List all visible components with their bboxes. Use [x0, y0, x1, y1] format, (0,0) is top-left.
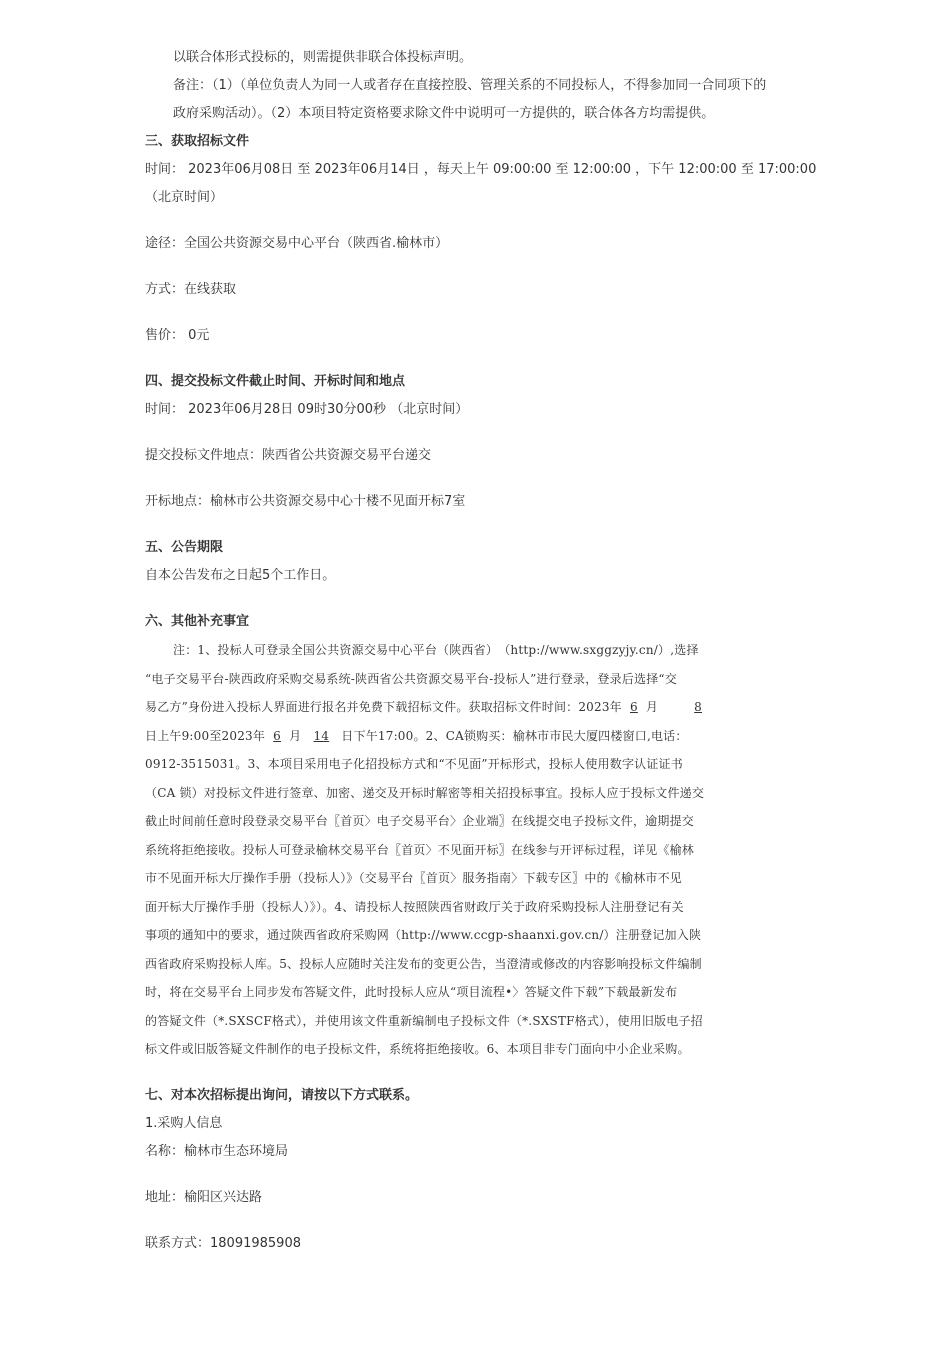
section-6-heading: 六、其他补充事宜 — [145, 614, 250, 629]
obtain-price: 售价： 0元 — [145, 328, 210, 343]
opening-place: 开标地点：榆林市公共资源交易中心十楼不见面开标7室 — [145, 494, 466, 509]
note-line: 截止时间前任意时段登录交易平台〖首页〉电子交易平台〉企业端〗在线提交电子投标文件，逾期提交 — [145, 814, 695, 828]
remark-line-2: 政府采购活动）。（2）本项目特定资格要求除文件中说明可一方提供的，联合体各方均需提供。 — [173, 106, 715, 121]
purchaser-name: 名称：榆林市生态环境局 — [145, 1143, 289, 1159]
note-line — [145, 722, 815, 751]
joint-bid-statement: 以联合体形式投标的，则需提供非联合体投标声明。 — [173, 50, 473, 65]
submit-place: 提交投标文件地点：陕西省公共资源交易平台递交 — [145, 448, 432, 463]
note-line — [145, 693, 815, 722]
obtain-method: 方式：在线获取 — [145, 282, 237, 297]
note-text: 日下午17:00。2、CA锁购买：榆林市市民大厦四楼窗口,电话： — [341, 728, 688, 743]
month-blank: 6 — [273, 728, 282, 743]
note-line: 0912-3515031。3、本项目采用电子化招投标方式和“不见面”开标形式，投标人使用数字认证证书 — [145, 757, 683, 771]
obtain-route: 途径：全国公共资源交易中心平台（陕西省.榆林市） — [145, 236, 449, 251]
section-3-heading: 三、获取招标文件 — [145, 134, 250, 149]
note-line: 西省政府采购投标人库。5、投标人应随时关注发布的变更公告，当澄清或修改的内容影响投标文件编制 — [145, 956, 702, 971]
notice-period: 自本公告发布之日起5个工作日。 — [145, 568, 336, 583]
note-line: 注：1、投标人可登录全国公共资源交易中心平台（陕西省） （http://www.sxggzyjy.cn/）,选择 — [173, 643, 699, 657]
section-4-heading: 四、提交投标文件截止时间、开标时间和地点 — [145, 374, 406, 389]
note-line: “电子交易平台-陕西政府采购交易系统-陕西省公共资源交易平台-投标人”进行登录，登录后选择“交 — [145, 671, 677, 686]
purchaser-contact: 联系方式：18091985908 — [145, 1235, 301, 1251]
note-text: 月 — [289, 728, 302, 743]
note-line: （CA 锁）对投标文件进行签章、加密、递交及开标时解密等相关招投标事宜。投标人应于投标文件递交 — [145, 785, 705, 800]
obtain-time-line-1: 时间： 2023年06月08日 至 2023年06月14日 ，每天上午 09:00:00 至 12:00:00 ，下午 12:00:00 至 17:00:00 — [145, 162, 817, 177]
remark-line-1: 备注：（1）（单位负责人为同一人或者存在直接控股、管理关系的不同投标人，不得参加同一合同项下的 — [173, 78, 767, 93]
month-blank: 6 — [629, 700, 638, 714]
purchaser-info-title: 1.采购人信息 — [145, 1115, 223, 1131]
note-line: 面开标大厅操作手册（投标人）》）。4、请投标人按照陕西省财政厅关于政府采购投标人注册登记有关 — [145, 899, 684, 914]
note-line: 市不见面开标大厅操作手册（投标人）》（交易平台〖首页〉服务指南〉下载专区〗中的《榆林市不见 — [145, 871, 683, 885]
document-page — [145, 44, 815, 1258]
day-blank: 14 — [313, 728, 330, 743]
note-line: 事项的通知中的要求，通过陕西省政府采购网（http://www.ccgp-shaanxi.gov.cn/）注册登记加入陕 — [145, 928, 702, 942]
section-7-heading: 七、对本次招标提出询问，请按以下方式联系。 — [145, 1087, 419, 1103]
note-text: 月 — [645, 700, 659, 714]
note-text: 日上午9:00至2023年 — [145, 728, 266, 743]
day-blank: 8 — [694, 700, 703, 714]
note-line: 时，将在交易平台上同步发布答疑文件，此时投标人应从“项目流程•〉答疑文件下载”下载最新发布 — [145, 985, 678, 999]
deadline-time: 时间： 2023年06月28日 09时30分00秒 （北京时间） — [145, 402, 469, 417]
note-text: 易乙方”身份进入投标人界面进行报名并免费下载招标文件。获取招标文件时间：2023年 — [145, 700, 622, 714]
section-5-heading: 五、公告期限 — [145, 540, 224, 555]
note-line: 系统将拒绝接收。投标人可登录榆林交易平台〖首页〉不见面开标〗在线参与开评标过程，详见《榆林 — [145, 842, 695, 857]
obtain-time-line-2: （北京时间） — [145, 190, 224, 205]
supplementary-notes — [145, 636, 815, 1064]
note-line: 标文件或旧版答疑文件制作的电子投标文件，系统将拒绝接收。6、本项目非专门面向中小企业采购。 — [145, 1042, 690, 1056]
note-line: 的答疑文件（*.SXSCF格式），并使用该文件重新编制电子投标文件（*.SXSTF格式），使用旧版电子招 — [145, 1013, 703, 1028]
purchaser-address: 地址：榆阳区兴达路 — [145, 1189, 263, 1205]
